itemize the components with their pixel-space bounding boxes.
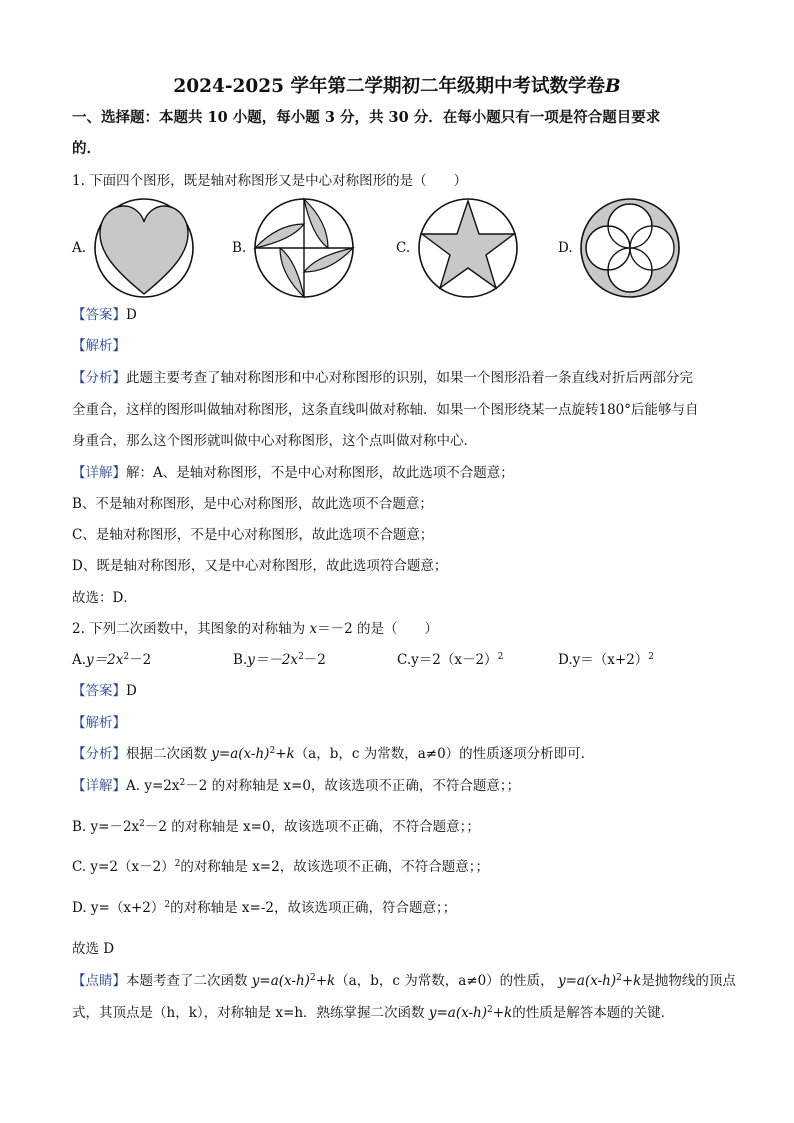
exp: 2 (139, 819, 145, 829)
q2-option-a-math: y＝2x (86, 652, 124, 668)
q2-detail-c-post: 的对称轴是 x=2，故该选项不正确，不符合题意；； (180, 859, 489, 875)
q2-dianjing-line1 (72, 972, 736, 990)
q1-conclusion: 故选：D． (72, 590, 137, 606)
q2-dianjing-1c: 是抛物线的顶点 (641, 973, 736, 989)
q2-dianjing-formula-b2: +k (621, 973, 642, 989)
q2-conclusion: 故选 D (72, 941, 115, 957)
q1-detail-line-a (72, 464, 514, 482)
fenxi-tag: 【分析】 (72, 370, 126, 386)
exp: 2 (648, 652, 655, 662)
exp: 2 (164, 900, 171, 910)
q2-detail-d-post: 的对称轴是 x=-2，故该选项正确，符合题意；； (170, 900, 457, 916)
four-petal-figure (578, 196, 682, 300)
q2-option-d-label: D. (558, 652, 573, 668)
q1-detail-d: D、既是轴对称图形，又是中心对称图形，故此选项符合题意； (72, 558, 448, 574)
exp: 2 (269, 746, 276, 756)
q2-detail-c-pre: C. y=2（x－2） (72, 859, 175, 875)
q1-fenxi-text1: 此题主要考查了轴对称图形和中心对称图形的识别，如果一个图形沿着一条直线对折后两部分完 (126, 370, 693, 386)
q2-stem-post: ＝－2 的是（ ） (317, 621, 438, 637)
dianjing-tag: 【点睛】 (72, 973, 126, 989)
q2-detail-b-post: －2 的对称轴是 x=0，故该选项不正确，不符合题意；； (144, 819, 480, 835)
q2-option-a-label: A. (72, 652, 87, 668)
q2-option-d (558, 651, 654, 669)
q1-label-d: D. (558, 240, 573, 256)
star-figure (416, 196, 520, 300)
q2-option-a-rest: －2 (129, 652, 152, 668)
q2-analysis-tag (72, 714, 126, 732)
pinwheel-figure (252, 196, 356, 300)
q2-answer-line (72, 682, 137, 700)
q2-option-c (397, 651, 503, 669)
q1-analysis-tag (72, 337, 126, 355)
q2-dianjing-line2 (72, 1004, 674, 1022)
q1-label-b: B. (232, 240, 247, 256)
q2-option-b-rest: －2 (303, 652, 326, 668)
q2-dianjing-formula-c: y=a(x-h) (428, 1005, 487, 1021)
section-heading-line2: 的． (72, 140, 101, 157)
q1-answer-line (72, 306, 137, 324)
q2-dianjing-1a: 本题考查了二次函数 (126, 973, 252, 989)
q1-fenxi-line3: 身重合，那么这个图形就叫做中心对称图形，这个点叫做对称中心． (72, 433, 477, 449)
title-suffix: B (604, 76, 621, 97)
detail-tag: 【详解】 (72, 465, 126, 481)
detail-tag: 【详解】 (72, 778, 126, 794)
q1-detail-c: C、是轴对称图形，不是中心对称图形，故此选项不合题意； (72, 527, 434, 543)
q1-fenxi-line1 (72, 369, 693, 387)
q2-fenxi-formula2: +k (275, 746, 295, 762)
q2-detail-b-pre: B. y=－2x (72, 819, 140, 835)
exp: 2 (298, 652, 304, 662)
q1-label-a: A. (72, 240, 87, 256)
q2-dianjing-1b: （a，b，c 为常数，a≠0）的性质， (335, 973, 558, 989)
q2-dianjing-formula-c2: +k (492, 1005, 513, 1021)
q2-option-b-math: y＝－2x (247, 652, 299, 668)
q2-option-c-math: y＝2（x－2） (411, 652, 498, 668)
q2-dianjing-2b: 的性质是解答本题的关键． (512, 1005, 675, 1021)
fenxi-tag: 【分析】 (72, 746, 126, 762)
q2-fenxi-formula: y=a(x-h) (211, 746, 270, 762)
analysis-tag: 【解析】 (72, 338, 126, 354)
q2-detail-line-d (72, 899, 456, 917)
exp: 2 (309, 973, 316, 983)
q1-answer: D (126, 307, 137, 323)
q1-stem: 1. 下面四个图形，既是轴对称图形又是中心对称图形的是（ ） (72, 173, 468, 189)
q2-option-a (72, 651, 151, 669)
page-title (0, 72, 794, 98)
q1-label-c: C. (396, 240, 411, 256)
exp: 2 (123, 652, 130, 662)
q2-stem (72, 620, 438, 638)
q2-answer: D (126, 683, 137, 699)
q2-stem-var: x (309, 621, 318, 637)
exp: 2 (497, 652, 504, 662)
exp: 2 (179, 778, 186, 788)
q2-detail-line-a (72, 777, 520, 795)
exp: 2 (616, 973, 622, 983)
q2-detail-a-pre: A. y=2x (126, 778, 180, 794)
answer-tag: 【答案】 (72, 307, 126, 323)
title-main: 2024-2025 学年第二学期初二年级期中考试数学卷 (173, 76, 605, 97)
q2-fenxi-post: （a，b，c 为常数，a≠0）的性质逐项分析即可. (294, 746, 585, 762)
exp: 2 (486, 1005, 493, 1015)
section-heading-line1: 一、选择题：本题共 10 小题，每小题 3 分，共 30 分．在每小题只有一项是符合题目要求 (72, 109, 661, 126)
q2-detail-line-b (72, 818, 480, 836)
q2-dianjing-2a: 式，其顶点是（h，k），对称轴是 x=h．熟练掌握二次函数 (72, 1005, 429, 1021)
exp: 2 (174, 859, 181, 869)
q1-detail-a: 解：A、是轴对称图形，不是中心对称图形，故此选项不合题意； (126, 465, 514, 481)
analysis-tag: 【解析】 (72, 715, 126, 731)
q2-detail-line-c (72, 858, 489, 876)
q2-option-c-label: C. (397, 652, 412, 668)
q2-detail-d-pre: D. y=（x+2） (72, 900, 165, 916)
q2-fenxi-line (72, 745, 585, 763)
q2-dianjing-formula-a: y=a(x-h) (251, 973, 310, 989)
q2-dianjing-formula-a2: +k (315, 973, 336, 989)
q2-fenxi-pre: 根据二次函数 (126, 746, 212, 762)
q1-fenxi-line2: 全重合，这样的图形叫做轴对称图形，这条直线叫做对称轴．如果一个图形绕某一点旋转180°后能够与自 (72, 402, 699, 418)
q2-stem-pre: 2. 下列二次函数中，其图象的对称轴为 (72, 621, 310, 637)
q2-detail-a-post: －2 的对称轴是 x=0，故该选项不正确，不符合题意；； (185, 778, 521, 794)
q2-dianjing-formula-b: y=a(x-h) (557, 973, 617, 989)
heart-figure (92, 196, 196, 300)
q2-option-d-math: y＝（x+2） (572, 652, 649, 668)
q2-option-b-label: B. (233, 652, 248, 668)
q1-detail-b: B、不是轴对称图形，是中心对称图形，故此选项不合题意； (72, 496, 433, 512)
answer-tag: 【答案】 (72, 683, 126, 699)
q2-option-b (233, 651, 326, 669)
